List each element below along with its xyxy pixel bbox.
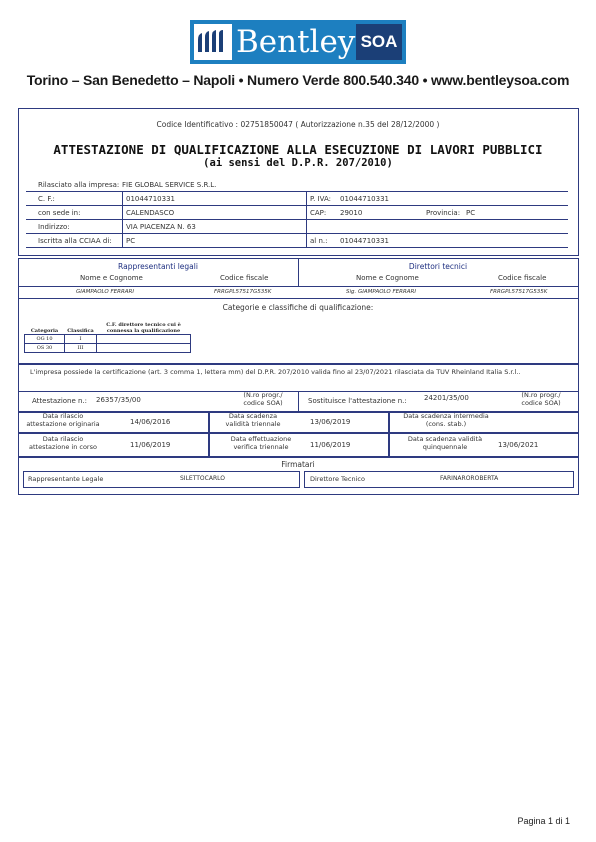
legali-header: Rappresentanti legali [118,262,198,271]
bentley-soa-logo [190,20,406,64]
scadenza-quinquennale-value: 13/06/2021 [498,441,539,449]
tecnici-header: Direttori tecnici [408,262,468,271]
cf-label: C. F.: [38,195,55,203]
indirizzo-value: VIA PIACENZA N. 63 [126,223,196,231]
brand-suffix: SOA [356,24,402,60]
verifica-triennale-value: 11/06/2019 [310,441,351,449]
header-tagline: Torino – San Benedetto – Napoli • Numero Verde 800.540.340 • www.bentleysoa.com [26,72,570,88]
categoria-cell: OS 30 [25,344,65,353]
page-number: Pagina 1 di 1 [517,816,570,826]
cap-value: 29010 [340,209,363,217]
tecnico-cf: FRRGPL57517G535K [490,289,548,295]
piva-label: P. IVA: [310,195,332,203]
provincia-label: Provincia: [426,209,461,217]
table-row [25,344,191,353]
indirizzo-label: Indirizzo: [38,223,70,231]
codice-identificativo: Codice Identificativo : 02751850047 ( Autorizzazione n.35 del 28/12/2000 ) [156,120,440,129]
sostituisce-value: 24201/35/00 [424,394,469,402]
verifica-triennale-label: Data effettuazione verifica triennale [230,435,292,451]
rilasciato-value: FIE GLOBAL SERVICE S.R.L. [122,181,217,189]
piva-value: 01044710331 [340,195,389,203]
nprog-label-2: (N.ro progr./ codice SOA) [521,391,561,407]
certificazione-text: L'impresa possiede la certificazione (art. 3 comma 1, lettera mm) del D.P.R. 207/2010 valida fino al 23/07/2021 rilasciata da TUV Rheinland Italia S.r.l.. [30,368,521,376]
classifica-cell: III [65,344,97,353]
table-row [25,335,191,344]
attestazione-value: 26357/35/00 [96,396,141,404]
firmatari-header: Firmatari [281,460,315,469]
tecnico-nome: Sig. GIAMPAOLO FERRARI [346,289,416,295]
classifica-cell: I [65,335,97,344]
col-direttore: C.F. direttore tecnico cui è connessa la qualificazione [106,322,181,334]
rilascio-originaria-value: 14/06/2016 [130,418,171,426]
rilascio-corso-value: 11/06/2019 [130,441,171,449]
cciaa-value: PC [126,237,136,245]
firmatario-legale-label: Rappresentante Legale [28,475,104,483]
legali-col-nome: Nome e Cognome [80,274,143,282]
categorie-table [24,322,191,353]
scadenza-intermedia-label: Data scadenza intermedia (cons. stab.) [403,412,489,428]
categoria-cell: OG 10 [25,335,65,344]
rilascio-corso-label: Data rilascio attestazione in corso [29,435,97,451]
brand-name: Bentley [236,24,356,60]
categorie-header: Categorie e classifiche di qualificazione: [222,303,374,312]
document-subtitle: (ai sensi del D.P.R. 207/2010) [203,157,393,169]
firmatario-tecnico-label: Direttore Tecnico [310,475,365,483]
sede-value: CALENDASCO [126,209,175,217]
direttore-cell [97,335,191,344]
aln-label: al n.: [310,237,328,245]
tecnici-col-cf: Codice fiscale [498,274,547,282]
direttore-cell [97,344,191,353]
nprog-label-1: (N.ro progr./ codice SOA) [243,391,283,407]
cf-value: 01044710331 [126,195,175,203]
document-title: ATTESTAZIONE DI QUALIFICAZIONE ALLA ESECUZIONE DI LAVORI PUBBLICI [53,142,543,157]
sostituisce-label: Sostituisce l'attestazione n.: [308,397,407,405]
legali-col-cf: Codice fiscale [220,274,269,282]
legale-nome: GIAMPAOLO FERRARI [76,289,134,295]
col-classifica: Classifica [67,328,94,334]
cciaa-label: Iscritta alla CCIAA di: [38,237,112,245]
scadenza-quinquennale-label: Data scadenza validità quinquennale [407,435,483,451]
legale-cf: FRRGPL57517G535K [214,289,272,295]
scadenza-triennale-value: 13/06/2019 [310,418,351,426]
col-categoria: Categoria [30,328,59,334]
aln-value: 01044710331 [340,237,389,245]
sede-label: con sede in: [38,209,81,217]
rilascio-originaria-label: Data rilascio attestazione originaria [26,412,100,428]
attestazione-label: Attestazione n.: [32,397,88,405]
firmatario-legale-value: SILETTOCARLO [180,475,225,482]
rilasciato-label: Rilasciato alla impresa: [38,181,120,189]
tecnici-col-nome: Nome e Cognome [356,274,419,282]
firmatario-tecnico-value: FARINAROROBERTA [440,475,499,482]
cap-label: CAP: [310,209,327,217]
scadenza-triennale-label: Data scadenza validità triennale [225,412,281,428]
provincia-value: PC [466,209,476,217]
columns-icon [194,24,232,60]
